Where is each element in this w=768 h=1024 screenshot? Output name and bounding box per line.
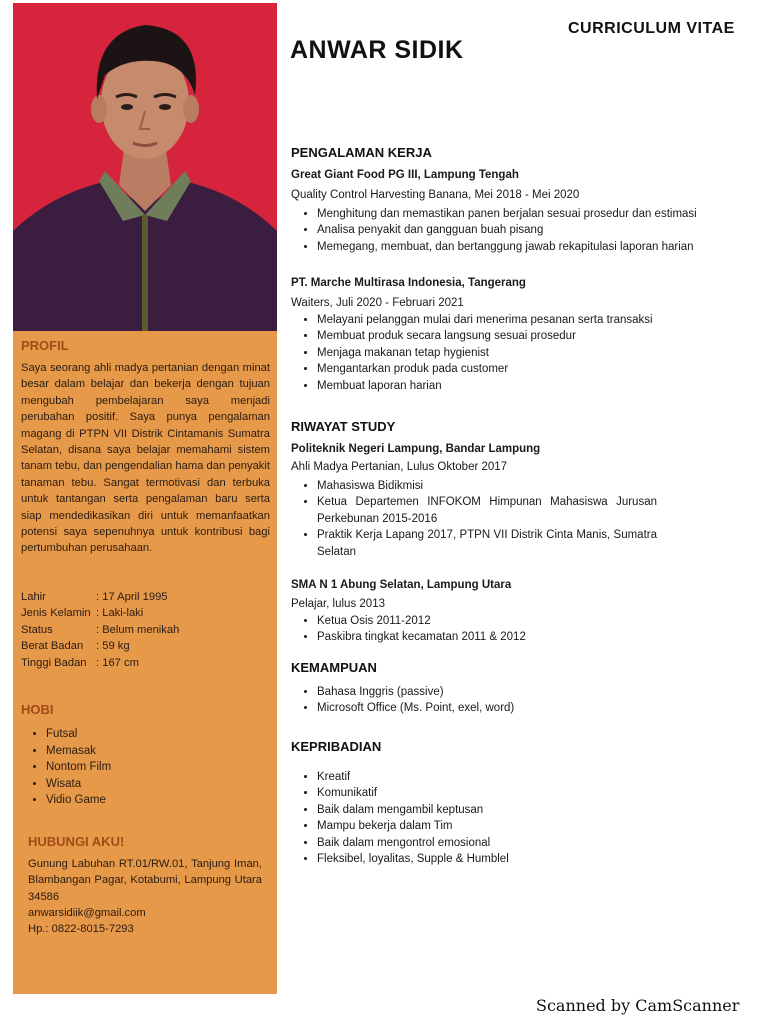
bio-value: : Belum menikah: [96, 623, 180, 636]
skills-heading: KEMAMPUAN: [291, 660, 377, 675]
contact-address: Gunung Labuhan RT.01/RW.01, Tanjung Iman, Blambangan Pagar, Kotabumi, Lampung Utara 34586: [28, 858, 262, 903]
list-item: • Memegang, membuat, dan bertanggung jawab rekapitulasi laporan harian: [317, 239, 737, 255]
bio-value: : Laki-laki: [96, 607, 144, 620]
job-org: Great Giant Food PG III, Lampung Tengah: [291, 169, 519, 181]
list-item: • Paskibra tingkat kecamatan 2011 & 2012: [317, 629, 737, 645]
personality-list: [299, 769, 737, 867]
list-item: • Menjaga makanan tetap hygienist: [317, 345, 737, 361]
school-org: SMA N 1 Abung Selatan, Lampung Utara: [291, 579, 512, 591]
list-item: • Analisa penyakit dan gangguan buah pisang: [317, 222, 737, 238]
school-role: Ahli Madya Pertanian, Lulus Oktober 2017: [291, 461, 508, 473]
bio-value: : 167 cm: [96, 656, 139, 669]
list-item: • Memasak: [46, 743, 111, 760]
list-item: • Ketua Osis 2011-2012: [317, 613, 737, 629]
list-item: • Membuat laporan harian: [317, 378, 737, 394]
bio-label: Status: [21, 623, 53, 636]
job-role: Waiters, Juli 2020 - Februari 2021: [291, 297, 464, 309]
list-item: • Bahasa Inggris (passive): [317, 684, 737, 700]
document-label: CURRICULUM VITAE: [568, 20, 735, 37]
bio-label: Berat Badan: [21, 640, 84, 653]
bio-details: [21, 589, 270, 671]
education-heading: RIWAYAT STUDY: [291, 419, 396, 434]
list-item: • Praktik Kerja Lapang 2017, PTPN VII Distrik Cinta Manis, Sumatra Selatan: [317, 527, 657, 560]
list-item: • Baik dalam mengambil keptusan: [317, 802, 737, 818]
list-item: • Ketua Departemen INFOKOM Himpunan Mahasiswa Jurusan Perkebunan 2015-2016: [317, 494, 657, 527]
job-role: Quality Control Harvesting Banana, Mei 2018 - Mei 2020: [291, 189, 580, 201]
list-item: • Wisata: [46, 776, 111, 793]
list-item: • Microsoft Office (Ms. Point, exel, word): [317, 700, 737, 716]
list-item: • Membuat produk secara langsung sesuai prosedur: [317, 328, 737, 344]
sidebar: [13, 331, 277, 994]
bio-label: Lahir: [21, 591, 46, 603]
hobi-heading: HOBI: [21, 702, 54, 717]
bio-label: Jenis Kelamin: [21, 607, 91, 620]
job-points: [299, 312, 737, 394]
profile-photo: [13, 3, 277, 333]
list-item: • Vidio Game: [46, 792, 111, 809]
portrait-photo-icon: [13, 3, 277, 333]
school-org: Politeknik Negeri Lampung, Bandar Lampung: [291, 443, 541, 455]
bio-label: Tinggi Badan: [21, 656, 87, 669]
personality-heading: KEPRIBADIAN: [291, 739, 382, 754]
contact-phone: Hp.: 0822-8015-7293: [28, 923, 134, 935]
list-item: • Mengantarkan produk pada customer: [317, 361, 737, 377]
school-role: Pelajar, lulus 2013: [291, 598, 385, 610]
list-item: • Mahasiswa Bidikmisi: [317, 478, 657, 494]
bio-value: : 17 April 1995: [96, 591, 168, 603]
list-item: • Komunikatif: [317, 785, 737, 801]
profil-heading: PROFIL: [21, 338, 69, 353]
list-item: • Nontom Film: [46, 759, 111, 776]
contact-email[interactable]: anwarsidiik@gmail.com: [28, 907, 146, 919]
contact-heading: HUBUNGI AKU!: [28, 834, 125, 849]
list-item: • Kreatif: [317, 769, 737, 785]
skills-list: [299, 684, 737, 717]
list-item: • Menghitung dan memastikan panen berjalan sesuai prosedur dan estimasi: [317, 206, 737, 222]
list-item: • Melayani pelanggan mulai dari menerima pesanan serta transaksi: [317, 312, 737, 328]
profil-text: Saya seorang ahli madya pertanian dengan minat besar dalam belajar dan bekerja dengan tujuan mengubah pembelajaran saya menjadi perubahan positif. Saya punya pengalaman magang di PTPN VII Distrik Cintamanis Sumatra Selatan, disana saya belajar memahami sistem tanam tebu, dan pengendalian hama dan penyakit tanaman tebu. Sangat termotivasi dan terbuka untuk tantangan serta pengalaman baru serta siap mendedikasikan diri untuk memanfaatkan potensi saya sepenuhnya untuk kontribusi bagi pertumbuhan perusahaan.: [21, 362, 270, 555]
list-item: • Baik dalam mengontrol emosional: [317, 835, 737, 851]
experience-heading: PENGALAMAN KERJA: [291, 145, 432, 160]
hobi-list: [28, 726, 111, 809]
bio-value: : 59 kg: [96, 640, 130, 653]
school-points: [299, 478, 657, 560]
list-item: • Fleksibel, loyalitas, Supple & Humblel: [317, 851, 737, 867]
scanner-watermark: Scanned by CamScanner: [536, 996, 740, 1015]
list-item: • Futsal: [46, 726, 111, 743]
school-points: [299, 613, 737, 646]
job-points: [299, 206, 737, 255]
job-org: PT. Marche Multirasa Indonesia, Tangerang: [291, 277, 526, 289]
list-item: • Mampu bekerja dalam Tim: [317, 818, 737, 834]
person-name: ANWAR SIDIK: [290, 36, 464, 64]
